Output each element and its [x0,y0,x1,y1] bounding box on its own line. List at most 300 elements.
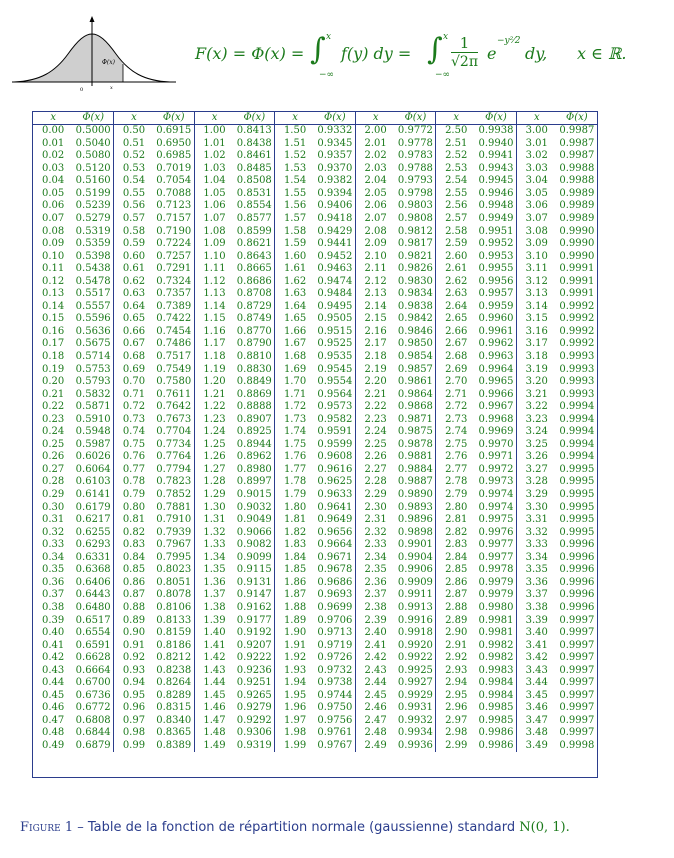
x-value-cell: 1.78 [275,476,315,489]
formula-middle: f(y) dy = [341,44,412,63]
formula-domain: x ∈ ℝ. [577,44,627,63]
x-value-cell: 0.47 [42,714,65,726]
phi-value-cell: 0.5793 [75,376,111,388]
phi-value-cell: 0.6808 [75,714,111,726]
phi-value-cell: 0.9817 [397,238,433,250]
x-value-cell: 1.66 [275,326,315,339]
phi-value-cell: 0.8944 [236,438,272,450]
phi-value-cell: 0.6443 [75,589,111,601]
phi-value-cell: 0.6844 [75,727,111,739]
x-value-cell: 2.36 [355,577,395,590]
x-value-cell: 1.89 [275,614,315,627]
x-value-cell: 3.23 [516,414,556,427]
column-header-x: x [516,112,556,125]
phi-value-cell: 0.9706 [317,614,353,626]
table-row [33,175,597,188]
phi-value-cell: 0.7422 [156,313,192,325]
x-value-cell: 2.12 [355,276,395,289]
x-value-cell: 2.52 [436,150,476,163]
x-value-cell: 2.41 [355,639,395,652]
phi-value-cell: 0.9951 [478,225,514,237]
x-value-cell: 2.53 [436,163,476,176]
table-row [33,589,597,602]
phi-value-cell: 0.9664 [317,539,353,551]
x-value-cell: 1.49 [194,740,234,753]
phi-value-cell: 0.9678 [317,564,353,576]
phi-value-cell: 0.9992 [559,313,595,325]
x-value-cell: 1.48 [194,727,234,740]
phi-value-cell: 0.6255 [75,526,111,538]
table-row [33,614,597,627]
phi-value-cell: 0.9686 [317,576,353,588]
phi-value-cell: 0.9986 [478,739,514,751]
phi-value-cell: 0.9994 [559,438,595,450]
phi-value-cell: 0.9842 [397,313,433,325]
x-value-cell: 2.68 [436,351,476,364]
x-value-cell: 2.33 [355,539,395,552]
x-value-cell: 0.84 [114,552,154,565]
x-value-cell: 0.90 [114,627,154,640]
table-row [33,665,597,678]
x-value-cell: 3.04 [516,175,556,188]
x-value-cell: 2.21 [355,388,395,401]
phi-value-cell: 0.9940 [478,137,514,149]
phi-value-cell: 0.8186 [156,639,192,651]
phi-value-cell: 0.9906 [397,564,433,576]
phi-value-cell: 0.7673 [156,413,192,425]
x-value-cell: 1.03 [194,163,234,176]
x-value-cell: 0.81 [114,514,154,527]
phi-value-cell: 0.8749 [236,313,272,325]
x-value-cell: 2.25 [355,439,395,452]
phi-value-cell: 0.9992 [559,300,595,312]
phi-value-cell: 0.6915 [156,125,192,137]
phi-value-cell: 0.7157 [156,213,192,224]
phi-value-cell: 0.5080 [75,150,111,162]
table-row [33,527,597,540]
phi-value-cell: 0.9082 [236,539,272,551]
header [0,0,674,110]
x-value-cell: 1.33 [194,539,234,552]
x-value-cell: 2.48 [355,727,395,740]
phi-value-cell: 0.9991 [559,263,595,275]
table-row [33,163,597,176]
x-value-cell: 0.44 [42,677,65,689]
x-value-cell: 0.22 [42,401,65,413]
phi-value-cell: 0.9965 [478,376,514,388]
x-value-cell: 0.54 [114,175,154,188]
x-value-cell: 1.61 [275,263,315,276]
x-value-cell: 1.79 [275,489,315,502]
x-value-cell: 0.41 [42,639,65,651]
phi-value-cell: 0.8770 [236,325,272,337]
x-value-cell: 3.13 [516,288,556,301]
x-value-cell: 3.16 [516,326,556,339]
table-row [33,238,597,251]
x-value-cell: 0.52 [114,150,154,163]
phi-value-cell: 0.9986 [478,727,514,739]
phi-value-cell: 0.9115 [236,564,272,576]
x-value-cell: 2.86 [436,577,476,590]
x-value-cell: 2.01 [355,138,395,151]
phi-value-cell: 0.9772 [397,125,433,137]
phi-value-cell: 0.9441 [317,238,353,250]
phi-value-cell: 0.9995 [559,526,595,538]
phi-value-cell: 0.9948 [478,200,514,212]
phi-value-cell: 0.9988 [559,175,595,187]
x-value-cell: 2.93 [436,665,476,678]
phi-value-cell: 0.9995 [559,476,595,488]
phi-value-cell: 0.9967 [478,401,514,413]
phi-value-cell: 0.9357 [317,150,353,162]
phi-value-cell: 0.9744 [317,689,353,701]
x-value-cell: 0.82 [114,527,154,540]
phi-value-cell: 0.9332 [317,125,353,137]
phi-value-cell: 0.9850 [397,338,433,350]
phi-value-cell: 0.9761 [317,727,353,739]
phi-value-cell: 0.9015 [236,489,272,501]
x-value-cell: 0.14 [42,300,65,312]
column-header-phi: Φ(x) [73,112,113,125]
phi-value-cell: 0.9972 [478,463,514,475]
x-value-cell: 1.59 [275,238,315,251]
x-value-cell: 2.91 [436,639,476,652]
phi-value-cell: 0.9545 [317,363,353,375]
x-value-cell: 1.80 [275,501,315,514]
table-row [33,401,597,414]
x-value-cell: 1.76 [275,451,315,464]
phi-value-cell: 0.5359 [75,238,111,250]
x-value-cell: 3.33 [516,539,556,552]
fraction-numerator: 1 [451,34,478,53]
x-value-cell: 2.39 [355,614,395,627]
phi-value-cell: 0.9878 [397,438,433,450]
x-value-cell: 0.23 [42,413,65,425]
x-value-cell: 1.40 [194,627,234,640]
table-row [33,288,597,301]
table-row [33,263,597,276]
phi-value-cell: 0.8790 [236,338,272,350]
x-value-cell: 2.78 [436,476,476,489]
phi-value-cell: 0.7549 [156,363,192,375]
phi-value-cell: 0.9957 [478,288,514,300]
x-value-cell: 3.15 [516,313,556,326]
phi-value-cell: 0.9996 [559,551,595,563]
x-value-cell: 2.88 [436,602,476,615]
phi-value-cell: 0.6368 [75,564,111,576]
phi-value-cell: 0.9922 [397,652,433,664]
phi-value-cell: 0.5987 [75,438,111,450]
x-value-cell: 2.62 [436,276,476,289]
phi-value-cell: 0.5438 [75,263,111,275]
phi-value-cell: 0.9896 [397,514,433,526]
cdf-formula [195,32,655,88]
x-value-cell: 0.75 [114,439,154,452]
phi-value-cell: 0.9971 [478,451,514,463]
phi-value-cell: 0.6217 [75,514,111,526]
phi-value-cell: 0.9463 [317,263,353,275]
phi-value-cell: 0.6664 [75,664,111,676]
phi-value-cell: 0.9756 [317,714,353,726]
phi-value-cell: 0.9997 [559,639,595,651]
x-value-cell: 1.26 [194,451,234,464]
table-row [33,514,597,527]
table-row [33,125,597,138]
integral-sign-1: ∫ [310,32,326,67]
x-value-cell: 2.46 [355,702,395,715]
phi-value-cell: 0.8078 [156,589,192,601]
x-value-cell: 1.99 [275,740,315,753]
phi-value-cell: 0.9699 [317,601,353,613]
x-value-cell: 3.26 [516,451,556,464]
x-value-cell: 0.78 [114,476,154,489]
x-value-cell: 0.33 [42,539,65,551]
x-value-cell: 2.26 [355,451,395,464]
phi-value-cell: 0.9961 [478,325,514,337]
phi-value-cell: 0.9962 [478,338,514,350]
phi-value-cell: 0.9649 [317,514,353,526]
phi-value-cell: 0.9812 [397,225,433,237]
phi-value-cell: 0.9982 [478,639,514,651]
x-value-cell: 0.62 [114,276,154,289]
phi-value-cell: 0.9931 [397,702,433,714]
x-value-cell: 2.10 [355,250,395,263]
x-value-cell: 3.40 [516,627,556,640]
x-value-cell: 0.77 [114,464,154,477]
x-value-cell: 3.21 [516,388,556,401]
phi-value-cell: 0.7967 [156,539,192,551]
x-value-cell: 2.71 [436,388,476,401]
table-row [33,200,597,213]
phi-value-cell: 0.8643 [236,250,272,262]
table-row [33,188,597,201]
x-value-cell: 0.93 [114,665,154,678]
phi-value-cell: 0.9370 [317,162,353,174]
x-value-cell: 3.35 [516,564,556,577]
x-value-cell: 1.54 [275,175,315,188]
phi-value-cell: 0.9564 [317,388,353,400]
x-value-cell: 2.04 [355,175,395,188]
table-row [33,489,597,502]
x-value-cell: 0.31 [42,514,65,526]
table-row [33,213,597,226]
phi-value-cell: 0.9945 [478,175,514,187]
x-value-cell: 1.14 [194,301,234,314]
x-value-cell: 0.00 [42,125,65,137]
phi-value-cell: 0.6480 [75,601,111,613]
phi-value-cell: 0.9938 [478,125,514,137]
phi-value-cell: 0.9987 [559,137,595,149]
x-value-cell: 0.46 [42,702,65,714]
x-value-cell: 1.98 [275,727,315,740]
x-value-cell: 0.49 [42,739,65,751]
phi-value-cell: 0.9979 [478,576,514,588]
x-value-cell: 1.87 [275,589,315,602]
phi-value-cell: 0.9997 [559,677,595,689]
x-value-cell: 1.73 [275,414,315,427]
x-value-cell: 0.94 [114,677,154,690]
phi-value-cell: 0.9996 [559,564,595,576]
phi-value-cell: 0.8365 [156,727,192,739]
x-value-cell: 2.81 [436,514,476,527]
phi-value-cell: 0.9985 [478,714,514,726]
table-row [33,740,597,753]
phi-value-cell: 0.9993 [559,388,595,400]
phi-value-cell: 0.8554 [236,200,272,212]
phi-value-cell: 0.9726 [317,652,353,664]
x-value-cell: 2.82 [436,527,476,540]
integral-1-upper: x [326,32,332,42]
phi-value-cell: 0.9918 [397,627,433,639]
phi-value-cell: 0.8531 [236,187,272,199]
phi-value-cell: 0.9306 [236,727,272,739]
x-value-cell: 0.17 [42,338,65,350]
x-value-cell: 2.40 [355,627,395,640]
x-value-cell: 3.08 [516,225,556,238]
phi-value-cell: 0.8577 [236,213,272,224]
column-header-phi: Φ(x) [154,112,194,125]
phi-value-cell: 0.6103 [75,476,111,488]
phi-value-cell: 0.9484 [317,288,353,300]
x-value-cell: 0.24 [42,426,65,438]
x-value-cell: 3.45 [516,690,556,703]
phi-value-cell: 0.9292 [236,714,272,726]
x-value-cell: 0.51 [114,138,154,151]
phi-value-cell: 0.9834 [397,288,433,300]
x-value-cell: 1.83 [275,539,315,552]
table-row [33,451,597,464]
phi-value-cell: 0.8289 [156,689,192,701]
phi-value-cell: 0.9573 [317,401,353,413]
x-value-cell: 2.67 [436,338,476,351]
phi-value-cell: 0.9946 [478,187,514,199]
phi-value-cell: 0.9846 [397,325,433,337]
phi-value-cell: 0.9032 [236,501,272,513]
x-value-cell: 0.92 [114,652,154,665]
x-value-cell: 2.56 [436,200,476,213]
x-value-cell: 0.66 [114,326,154,339]
x-value-cell: 1.13 [194,288,234,301]
x-value-cell: 2.42 [355,652,395,665]
x-value-cell: 0.58 [114,225,154,238]
x-value-cell: 2.85 [436,564,476,577]
phi-value-cell: 0.6700 [75,677,111,689]
x-value-cell: 2.06 [355,200,395,213]
x-value-cell: 0.28 [42,476,65,488]
x-value-cell: 1.11 [194,263,234,276]
x-value-cell: 3.20 [516,376,556,389]
phi-value-cell: 0.9996 [559,589,595,601]
phi-value-cell: 0.7517 [156,351,192,363]
x-value-cell: 3.12 [516,276,556,289]
x-value-cell: 1.58 [275,225,315,238]
phi-value-cell: 0.9960 [478,313,514,325]
phi-value-cell: 0.9943 [478,162,514,174]
x-value-cell: 2.24 [355,426,395,439]
phi-value-cell: 0.9901 [397,539,433,551]
x-value-cell: 1.19 [194,363,234,376]
x-value-cell: 1.01 [194,138,234,151]
phi-value-cell: 0.9929 [397,689,433,701]
x-value-cell: 3.47 [516,715,556,728]
x-value-cell: 0.26 [42,451,65,463]
phi-value-cell: 0.9525 [317,338,353,350]
x-value-cell: 0.04 [42,175,65,187]
phi-value-cell: 0.9932 [397,714,433,726]
phi-value-cell: 0.7642 [156,401,192,413]
x-label: x [110,85,113,91]
x-value-cell: 3.46 [516,702,556,715]
phi-value-cell: 0.7580 [156,376,192,388]
column-header-phi: Φ(x) [476,112,516,125]
x-value-cell: 2.29 [355,489,395,502]
table-row [33,702,597,715]
x-value-cell: 1.12 [194,276,234,289]
phi-value-cell: 0.9898 [397,526,433,538]
x-value-cell: 0.60 [114,250,154,263]
x-value-cell: 1.05 [194,188,234,201]
phi-value-cell: 0.6554 [75,627,111,639]
x-value-cell: 1.85 [275,564,315,577]
shaded-area [18,34,123,82]
phi-value-cell: 0.9976 [478,526,514,538]
phi-value-cell: 0.9995 [559,514,595,526]
x-value-cell: 2.89 [436,614,476,627]
phi-value-cell: 0.5160 [75,175,111,187]
phi-value-cell: 0.9738 [317,677,353,689]
x-value-cell: 2.07 [355,213,395,226]
x-value-cell: 0.99 [114,740,154,753]
x-value-cell: 1.64 [275,301,315,314]
phi-value-cell: 0.9997 [559,614,595,626]
x-value-cell: 3.09 [516,238,556,251]
table-header-row [33,112,597,125]
x-value-cell: 1.74 [275,426,315,439]
x-value-cell: 0.02 [42,150,65,162]
table-row [33,677,597,690]
x-value-cell: 1.43 [194,665,234,678]
phi-value-cell: 0.9345 [317,137,353,149]
exponent: −y²⁄2 [497,36,521,46]
x-value-cell: 0.11 [42,263,65,275]
phi-value-cell: 0.9838 [397,300,433,312]
phi-value-cell: 0.8962 [236,451,272,463]
phi-value-cell: 0.7389 [156,300,192,312]
phi-label: Φ(x) [102,59,115,66]
phi-value-cell: 0.9975 [478,514,514,526]
phi-value-cell: 0.8830 [236,363,272,375]
phi-value-cell: 0.9990 [559,250,595,262]
table-row [33,464,597,477]
phi-value-cell: 0.9599 [317,438,353,450]
phi-value-cell: 0.9881 [397,451,433,463]
x-value-cell: 0.63 [114,288,154,301]
x-value-cell: 3.44 [516,677,556,690]
x-value-cell: 2.99 [436,740,476,753]
phi-value-cell: 0.7019 [156,162,192,174]
x-value-cell: 1.90 [275,627,315,640]
x-value-cell: 2.17 [355,338,395,351]
phi-value-cell: 0.9732 [317,664,353,676]
x-value-cell: 1.81 [275,514,315,527]
phi-value-cell: 0.5871 [75,401,111,413]
x-value-cell: 1.31 [194,514,234,527]
table-row [33,577,597,590]
phi-value-cell: 0.8621 [236,238,272,250]
x-value-cell: 3.43 [516,665,556,678]
x-value-cell: 1.32 [194,527,234,540]
x-value-cell: 1.71 [275,388,315,401]
